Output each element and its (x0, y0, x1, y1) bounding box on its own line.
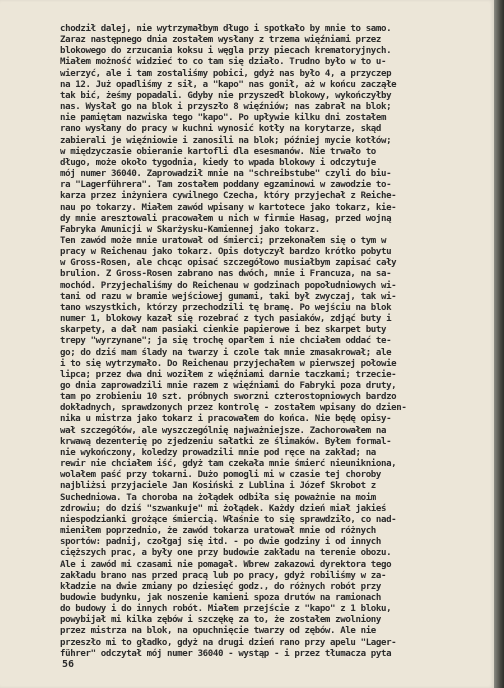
text-line: nika u mistrza jako tokarz i pracowałem do końca. Nie będę opisy- (60, 414, 392, 425)
book-spine-edge (494, 0, 504, 688)
text-line: mieniłem poprzednio, że zawód tokarza uratował mnie od różnych (60, 526, 376, 537)
text-line: karza przez inżyniera cywilnego Czecha, który przyjechał z Reiche- (60, 191, 397, 202)
text-line: długo, może około tygodnia, kiedy to wpada blokowy i odczytuje (60, 157, 376, 168)
text-line: Ten zawód może mnie uratował od śmierci; przekonałem się o tym w (60, 235, 387, 246)
text-line: w międzyczasie obieranie kartofli dla esesmanów. Nie trwało to (60, 146, 376, 157)
text-line: nas. Wysłał go na blok i przyszło 8 więźniów; nas zabrał na blok; (60, 102, 392, 113)
page-number: 56 (62, 659, 75, 670)
text-line: trepy "wyrzynane"; ja się trochę oparłem i nie chciałem oddać te- (60, 336, 392, 347)
text-line: rewir nie chciałem iść, gdyż tam czekała mnie śmierć nieunikniona, (60, 459, 397, 470)
text-line: zabierali je więźniowie i zanosili na blok; później mycie kotłów; (60, 135, 392, 146)
text-line: przez mistrza na blok, na opuchnięcie twarzy od zębów. Ale nie (60, 626, 376, 637)
text-line: mochód. Przyjechaliśmy do Reichenau w godzinach popołudniowych wi- (60, 280, 397, 291)
text-line: chodził dalej, nie wytrzymałbym długo i spotkało by mnie to samo. (60, 24, 392, 34)
text-line: cięższych prac, a były one przy budowie zakładu na terenie obozu. (60, 548, 392, 559)
text-line: Miałem możność widzieć to co tam się działo. Trudno było w to u- (60, 57, 387, 68)
text-line: dokładnych, sprawdzonych przez kontrolę - zostałem wpisany do dzien- (60, 403, 407, 414)
text-line: kładzie na dwie zmiany po dziesięć godz., do różnych robót przy (60, 581, 381, 592)
text-line: nau po tokarzy. Miałem zawód wpisany w kartotece jako tokarz, kie- (60, 202, 397, 213)
text-line: tani od razu w bramie wejściowej gumami, taki był zwyczaj, tak wi- (60, 291, 397, 302)
text-line: wał szczegółów, ale wyszczególnię najważniejsze. Zachorowałem na (60, 425, 387, 436)
text-line: wierzyć, ale i tam zostaliśmy pobici, gdyż nas było 4, a przyczep (60, 68, 392, 79)
text-line: krwawą dezenterię po zjedzeniu sałatki ze ślimaków. Byłem formal- (60, 436, 392, 447)
text-line: Fabryka Amunicji w Skarżysku-Kamiennej jako tokarz. (60, 224, 320, 235)
text-line: niespodzianki grożące śmiercią. Właśnie to się sprawdziło, co nad- (60, 514, 397, 525)
text-line: tam po zrobieniu 10 szt. próbnych sworzni czterostopniowych bardzo (60, 392, 397, 403)
text-line: mój numer 36040. Zaprowadził mnie na "schreibstube" czyli do biu- (60, 169, 392, 180)
text-line: rano wysłany do pracy w kuchni wynosić kotły na korytarze, skąd (60, 124, 381, 135)
text-line: brulion. Z Gross-Rosen zabrano nas dwóch, mnie i Francuza, na sa- (60, 269, 392, 280)
text-line: w Gross-Rosen, ale chcąc opisać szczegółowo musiałbym zapisać cały (60, 258, 397, 269)
text-line: Zaraz następnego dnia zostałem wysłany z trzema więźniami przez (60, 35, 381, 46)
text-line: Suchedniowa. Ta choroba na żołądek odbiła się poważnie na moim (60, 492, 376, 503)
text-line: führer" odczytał mój numer 36040 - wystąp - i przez tłumacza pyta (60, 648, 392, 659)
text-line: pracy w Reichenau jako tokarz. Opis dotyczył bardzo krótko pobytu (60, 247, 392, 258)
text-line: go; do dziś mam ślady na twarzy i czole tak mnie zmasakrował; ale (60, 347, 392, 358)
text-line: powybijał mi kilka zębów i szczękę za to, że zostałem zwolniony (60, 615, 381, 626)
text-line: dy mnie aresztowali pracowałem u nich w firmie Hasag, przed wojną (60, 213, 392, 224)
text-line: przeszło mi to gładko, gdyż na drugi dzień rano przy apelu "Lager- (60, 637, 397, 648)
text-line: najbliżsi przyjaciele Jan Kosiński z Lublina i Józef Skrobot z (60, 481, 376, 492)
text-line: go dnia zaprowadzili mnie razem z więźniami do Fabryki poza druty, (60, 381, 397, 391)
text-line: blokowego do zrzucania koksu i węgla przy piecach krematoryjnych. (60, 46, 392, 57)
text-line: zdrowiu; do dziś "szwankuje" mi żołądek. Każdy dzień miał jakieś (60, 503, 387, 514)
text-line: Ale i zawód mi czasami nie pomagał. Wbrew zakazowi dyrektora tego (60, 559, 392, 570)
text-line: tak bić, żeśmy popadali. Gdyby nie przyszedł blokowy, wykończyłby (60, 90, 392, 101)
text-line: numer 1, blokowy kazał się rozebrać z tych pasiaków, zdjąć buty i (60, 314, 392, 325)
text-line: skarpety, a dał nam pasiaki cienkie papierowe i bez skarpet buty (60, 325, 387, 336)
text-line: ra "Lagerführera". Tam zostałem poddany egzaminowi w zawodzie to- (60, 180, 392, 191)
text-line: budowie budynku, jak noszenie kamieni spoza drutów na ramionach (60, 592, 381, 603)
body-text (60, 24, 472, 660)
text-line: i to się wytrzymało. Do Reichenau przyjechałem w pierwszej połowie (60, 358, 397, 369)
text-line: nie pamiętam nazwiska tego "kapo". Po upływie kilku dni zostałem (60, 113, 387, 124)
text-line: lipca; przez dwa dni woziłem z więźniami darnie taczkami; trzecie- (60, 369, 397, 380)
text-line: tano wszystkich, którzy przechodzili tę bramę. Po wejściu na blok (60, 302, 392, 313)
text-line: zakładu brano nas przed pracą lub po pracy, gdyż robiliśmy w za- (60, 570, 387, 581)
text-line: sportów: padnij, czołgaj się itd. - po dwie godziny i od innych (60, 537, 381, 548)
text-line: wolałem paść przy tokarni. Dużo pomogli mi w czasie tej choroby (60, 470, 381, 481)
text-line: na 12. Już opadliśmy z sił, a "kapo" nas gonił, aż w końcu zacząłe (60, 79, 397, 90)
text-line: nie wykończony, koledzy prowadzili mnie pod ręce na zakład; na (60, 447, 376, 458)
text-line: do budowy i do innych robót. Miałem przejście z "kapo" z 1 bloku, (60, 604, 392, 615)
